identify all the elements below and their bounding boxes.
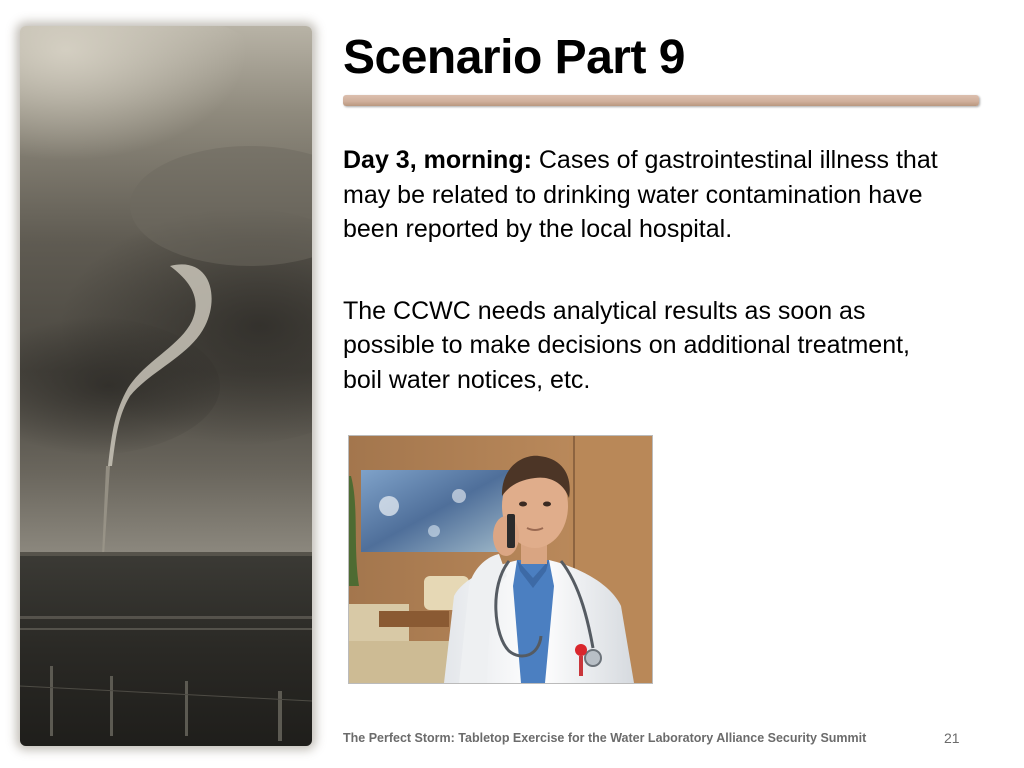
doctor-photo bbox=[348, 435, 653, 684]
paragraph-day3 bbox=[343, 143, 953, 247]
tornado-photo bbox=[20, 26, 312, 746]
slide-body bbox=[343, 143, 953, 397]
footer-text: The Perfect Storm: Tabletop Exercise for the Water Laboratory Alliance Security Summit bbox=[343, 731, 867, 745]
title-divider bbox=[343, 95, 979, 106]
paragraph-text: Cases of gastrointestinal illness that may be related to drinking water contamination have been reported by the local hospital. bbox=[343, 146, 938, 243]
page-number: 21 bbox=[944, 730, 960, 746]
paragraph-ccwc: The CCWC needs analytical results as soon as possible to make decisions on additional treatment, boil water notices, etc. bbox=[343, 296, 910, 394]
paragraph-lead: Day 3, morning: bbox=[343, 146, 532, 174]
slide-title: Scenario Part 9 bbox=[343, 31, 685, 84]
